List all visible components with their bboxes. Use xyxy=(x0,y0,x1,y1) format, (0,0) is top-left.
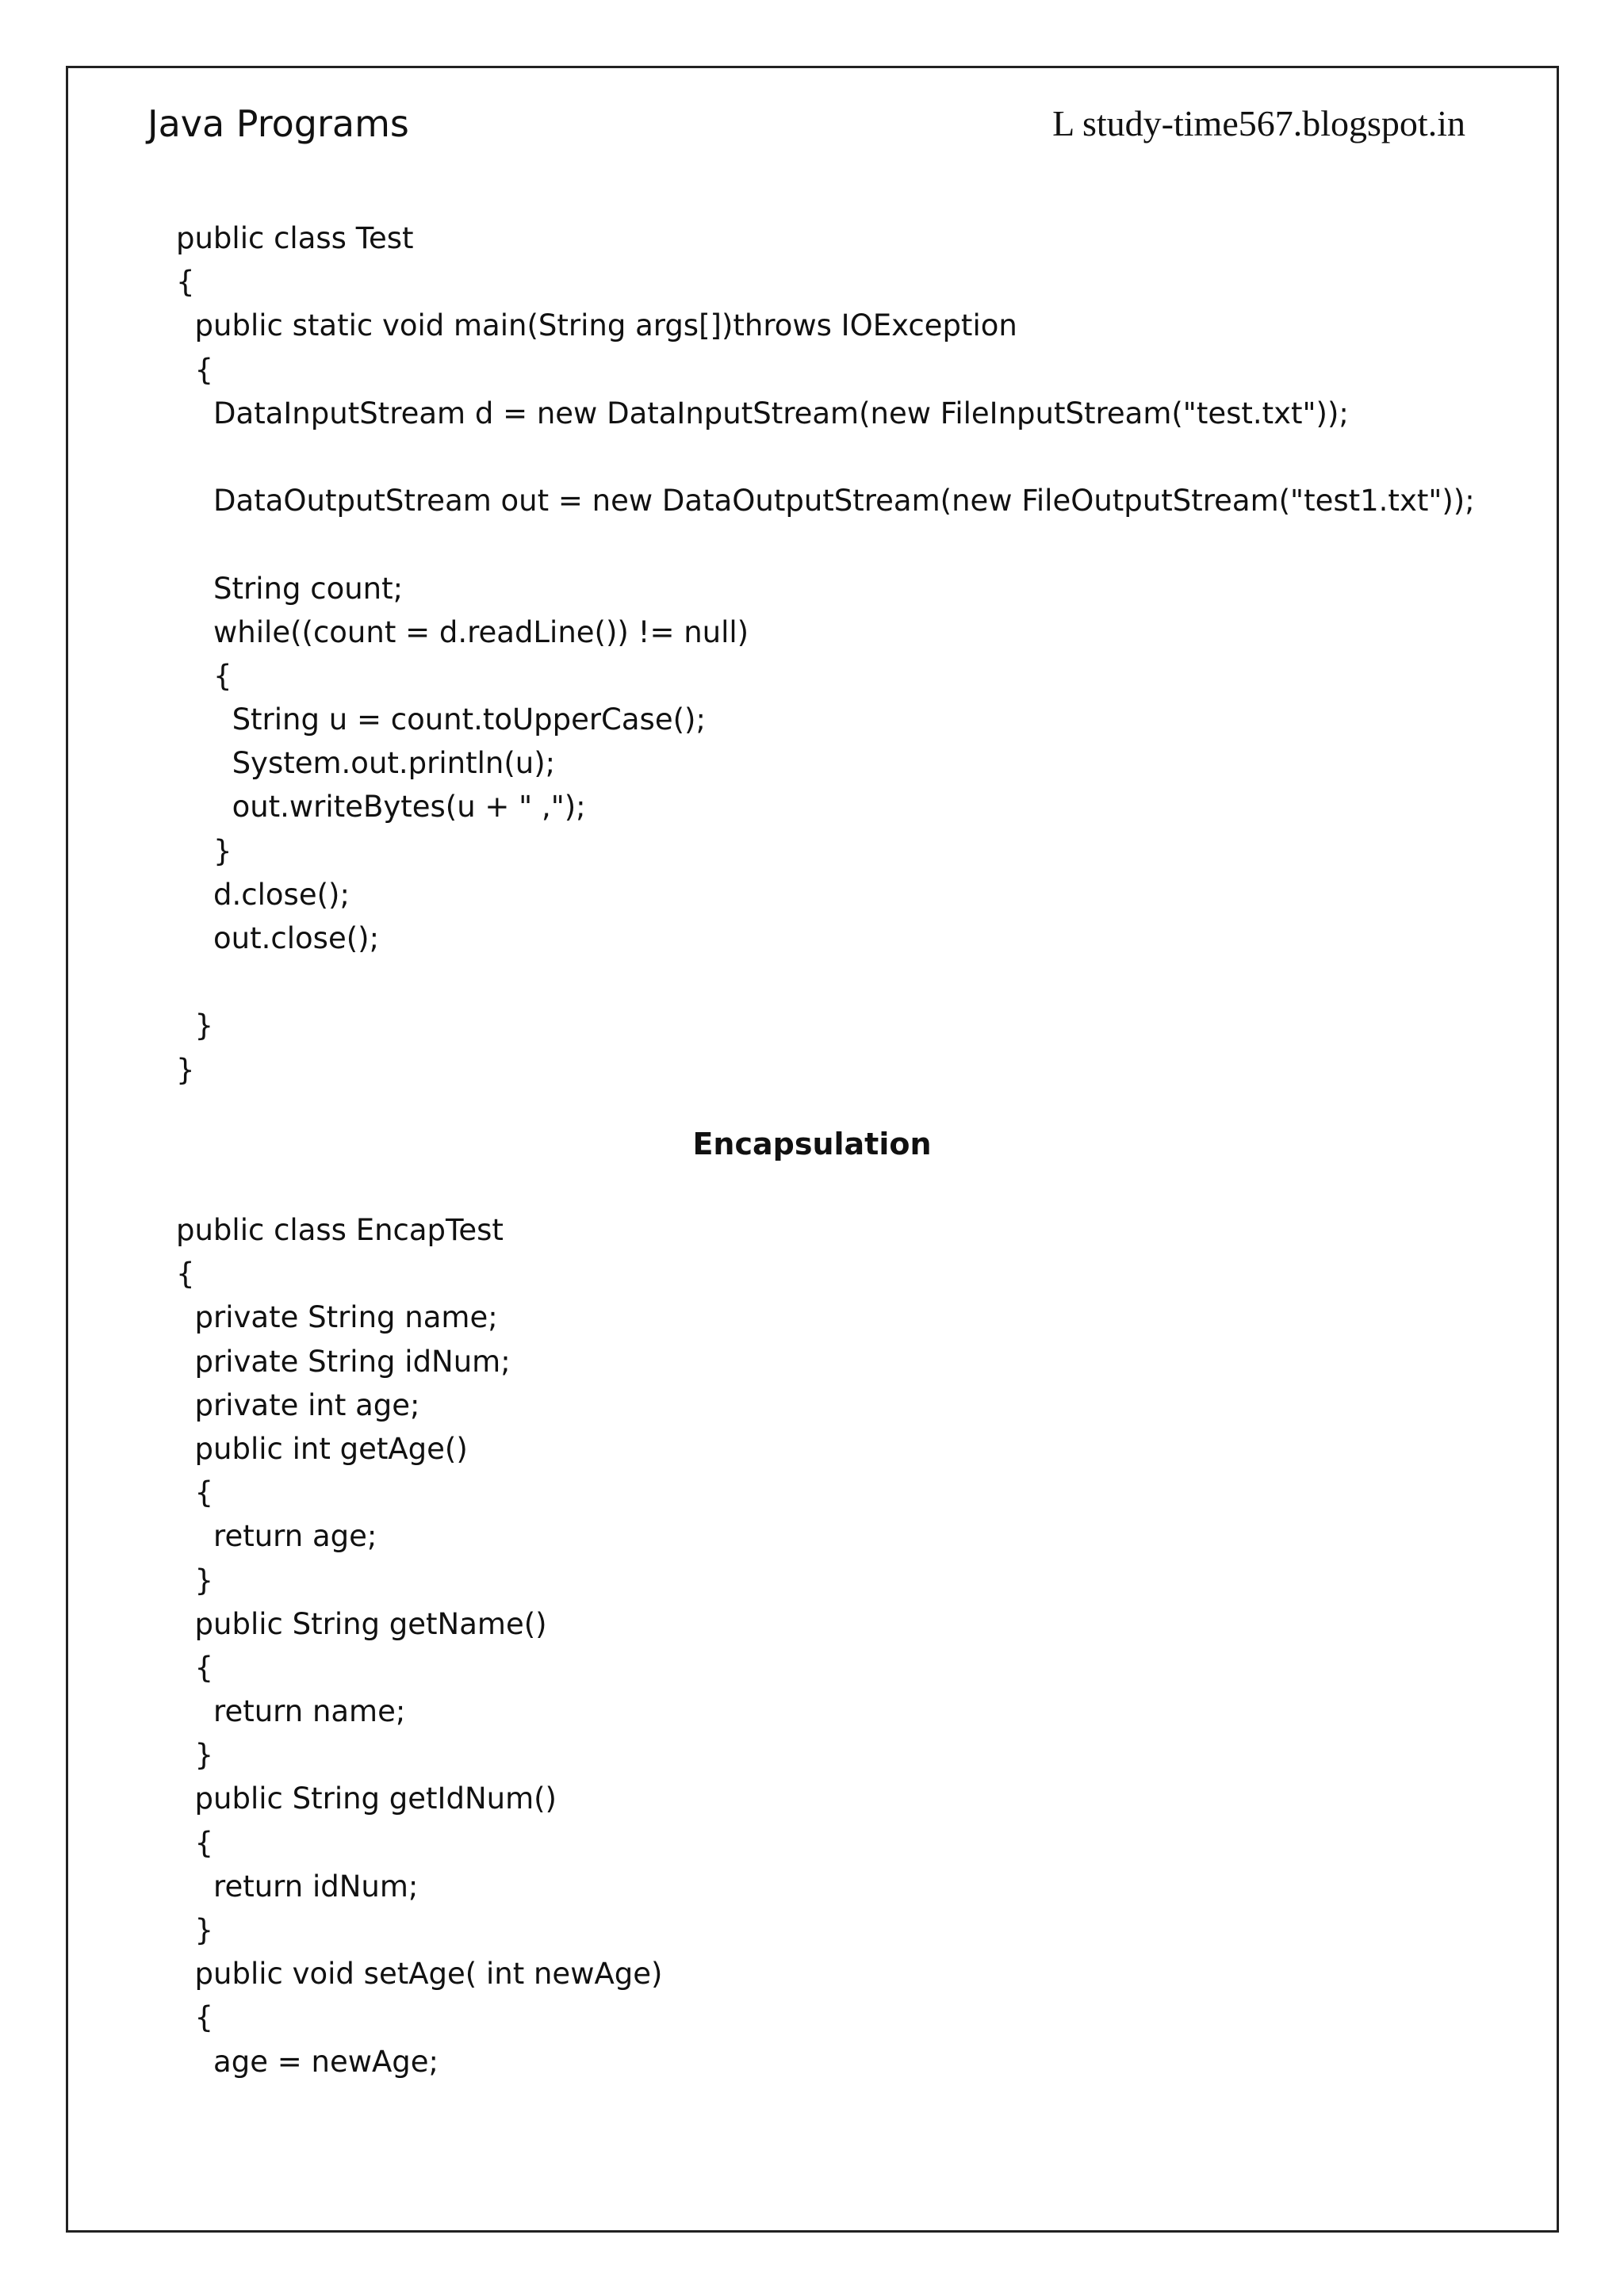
code-line: { xyxy=(176,1650,214,1685)
code-line: d.close(); xyxy=(176,877,350,912)
code-line: return age; xyxy=(176,1519,377,1554)
code-line: public class EncapTest xyxy=(176,1213,504,1247)
header-title: Java Programs xyxy=(147,102,409,145)
code-line: private String idNum; xyxy=(176,1344,511,1379)
code-line: String u = count.toUpperCase(); xyxy=(176,702,706,737)
code-line: while((count = d.readLine()) != null) xyxy=(176,614,749,649)
code-line: } xyxy=(176,1563,214,1598)
code-line: public String getName() xyxy=(176,1606,547,1641)
header-blog-url: L study-time567.blogspot.in xyxy=(1052,103,1465,144)
code-line: public int getAge() xyxy=(176,1431,468,1466)
code-line: String count; xyxy=(176,571,404,606)
code-line: { xyxy=(176,2000,214,2035)
section-heading-encapsulation: Encapsulation xyxy=(692,1127,932,1161)
code-line xyxy=(176,522,1475,566)
code-line: { xyxy=(176,352,214,387)
code-line: private int age; xyxy=(176,1387,420,1422)
code-line: return idNum; xyxy=(176,1869,419,1904)
code-line: age = newAge; xyxy=(176,2044,439,2079)
code-block-encaptest-class xyxy=(176,1208,662,2084)
code-line: public class Test xyxy=(176,221,414,255)
code-line: { xyxy=(176,1825,214,1860)
code-line: System.out.println(u); xyxy=(176,746,556,781)
code-line xyxy=(176,435,1475,479)
code-block-test-class xyxy=(176,216,1475,1092)
code-line: } xyxy=(176,1913,214,1947)
code-line: public void setAge( int newAge) xyxy=(176,1957,663,1992)
code-line: DataOutputStream out = new DataOutputStream(new FileOutputStream("test1.txt")); xyxy=(176,484,1475,519)
code-line: { xyxy=(176,265,195,300)
code-line: } xyxy=(176,1738,214,1773)
code-line xyxy=(176,960,1475,1004)
code-line: return name; xyxy=(176,1694,406,1729)
code-line: out.writeBytes(u + " ,"); xyxy=(176,790,586,825)
code-line: private String name; xyxy=(176,1300,498,1335)
code-line: { xyxy=(176,1257,195,1292)
code-line: out.close(); xyxy=(176,921,380,955)
code-line: } xyxy=(176,833,232,868)
code-line: { xyxy=(176,658,232,693)
code-line: } xyxy=(176,1008,214,1043)
code-line: DataInputStream d = new DataInputStream(new FileInputStream("test.txt")); xyxy=(176,396,1349,430)
code-line: } xyxy=(176,1052,195,1087)
code-line: { xyxy=(176,1475,214,1510)
code-line: public static void main(String args[])throws IOException xyxy=(176,308,1017,343)
code-line: public String getIdNum() xyxy=(176,1781,557,1816)
